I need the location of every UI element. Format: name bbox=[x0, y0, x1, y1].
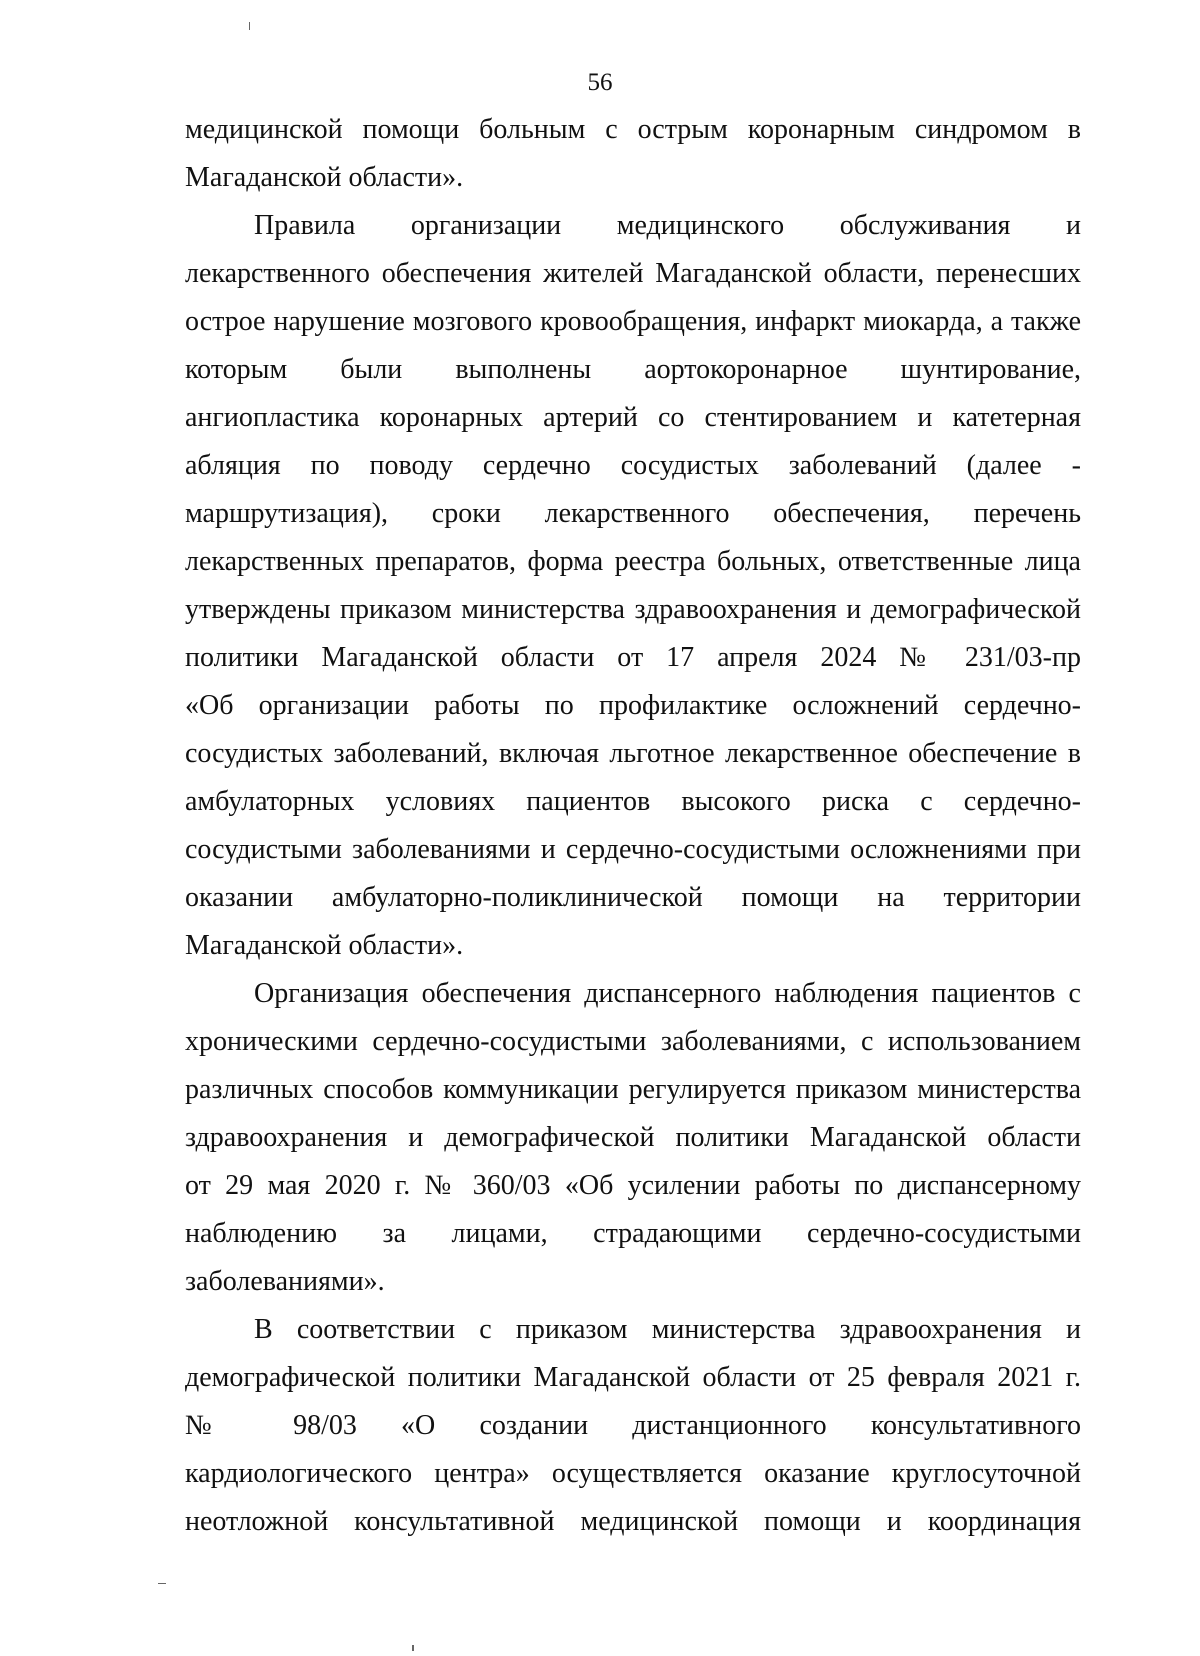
text-line: политики Магаданской области от 17 апреля 2024 № 231/03-пр bbox=[185, 642, 1081, 673]
text-line: неотложной консультативной медицинской помощи и координация bbox=[185, 1506, 1081, 1537]
text-line: хроническими сердечно-сосудистыми заболеваниями, с использованием bbox=[185, 1026, 1081, 1057]
text-line: сосудистыми заболеваниями и сердечно-сосудистыми осложнениями при bbox=[185, 834, 1081, 865]
text-line: амбулаторных условиях пациентов высокого риска с сердечно- bbox=[185, 786, 1081, 817]
paragraph-1 bbox=[185, 106, 1081, 202]
text-line: сосудистых заболеваний, включая льготное лекарственное обеспечение в bbox=[185, 738, 1081, 769]
text-line: демографической политики Магаданской области от 25 февраля 2021 г. bbox=[185, 1362, 1081, 1393]
text-line: Организация обеспечения диспансерного наблюдения пациентов с bbox=[254, 978, 1081, 1009]
document-body bbox=[185, 106, 1081, 1546]
text-line: абляция по поводу сердечно сосудистых заболеваний (далее - bbox=[185, 450, 1081, 481]
text-line: Магаданской области». bbox=[185, 162, 464, 193]
text-line: кардиологического центра» осуществляется оказание круглосуточной bbox=[185, 1458, 1081, 1489]
scan-artifact bbox=[158, 1583, 166, 1584]
scan-artifact bbox=[412, 1645, 414, 1651]
text-line: № 98/03 «О создании дистанционного консультативного bbox=[185, 1410, 1081, 1441]
text-line: от 29 мая 2020 г. № 360/03 «Об усилении работы по диспансерному bbox=[185, 1170, 1081, 1201]
text-line: утверждены приказом министерства здравоохранения и демографической bbox=[185, 594, 1081, 625]
text-line: наблюдению за лицами, страдающими сердечно-сосудистыми bbox=[185, 1218, 1081, 1249]
text-line: маршрутизация), сроки лекарственного обеспечения, перечень bbox=[185, 498, 1081, 529]
paragraph-4 bbox=[185, 1306, 1081, 1546]
text-line: В соответствии с приказом министерства здравоохранения и bbox=[254, 1314, 1081, 1345]
text-line: различных способов коммуникации регулируется приказом министерства bbox=[185, 1074, 1081, 1105]
text-line: Правила организации медицинского обслуживания и bbox=[254, 210, 1081, 241]
text-line: лекарственного обеспечения жителей Магаданской области, перенесших bbox=[185, 258, 1081, 289]
scan-artifact bbox=[249, 22, 250, 30]
text-line: медицинской помощи больным с острым коронарным синдромом в bbox=[185, 114, 1081, 145]
text-line: заболеваниями». bbox=[185, 1266, 385, 1297]
text-line: которым были выполнены аортокоронарное шунтирование, bbox=[185, 354, 1081, 385]
text-line: лекарственных препаратов, форма реестра больных, ответственные лица bbox=[185, 546, 1081, 577]
text-line: острое нарушение мозгового кровообращения, инфаркт миокарда, а также bbox=[185, 306, 1081, 337]
text-line: ангиопластика коронарных артерий со стентированием и катетерная bbox=[185, 402, 1081, 433]
text-line: здравоохранения и демографической политики Магаданской области bbox=[185, 1122, 1081, 1153]
paragraph-2 bbox=[185, 202, 1081, 970]
text-line: Магаданской области». bbox=[185, 930, 464, 961]
text-line: оказании амбулаторно-поликлинической помощи на территории bbox=[185, 882, 1081, 913]
text-line: «Об организации работы по профилактике осложнений сердечно- bbox=[185, 690, 1081, 721]
paragraph-3 bbox=[185, 970, 1081, 1306]
page-number: 56 bbox=[587, 69, 613, 96]
